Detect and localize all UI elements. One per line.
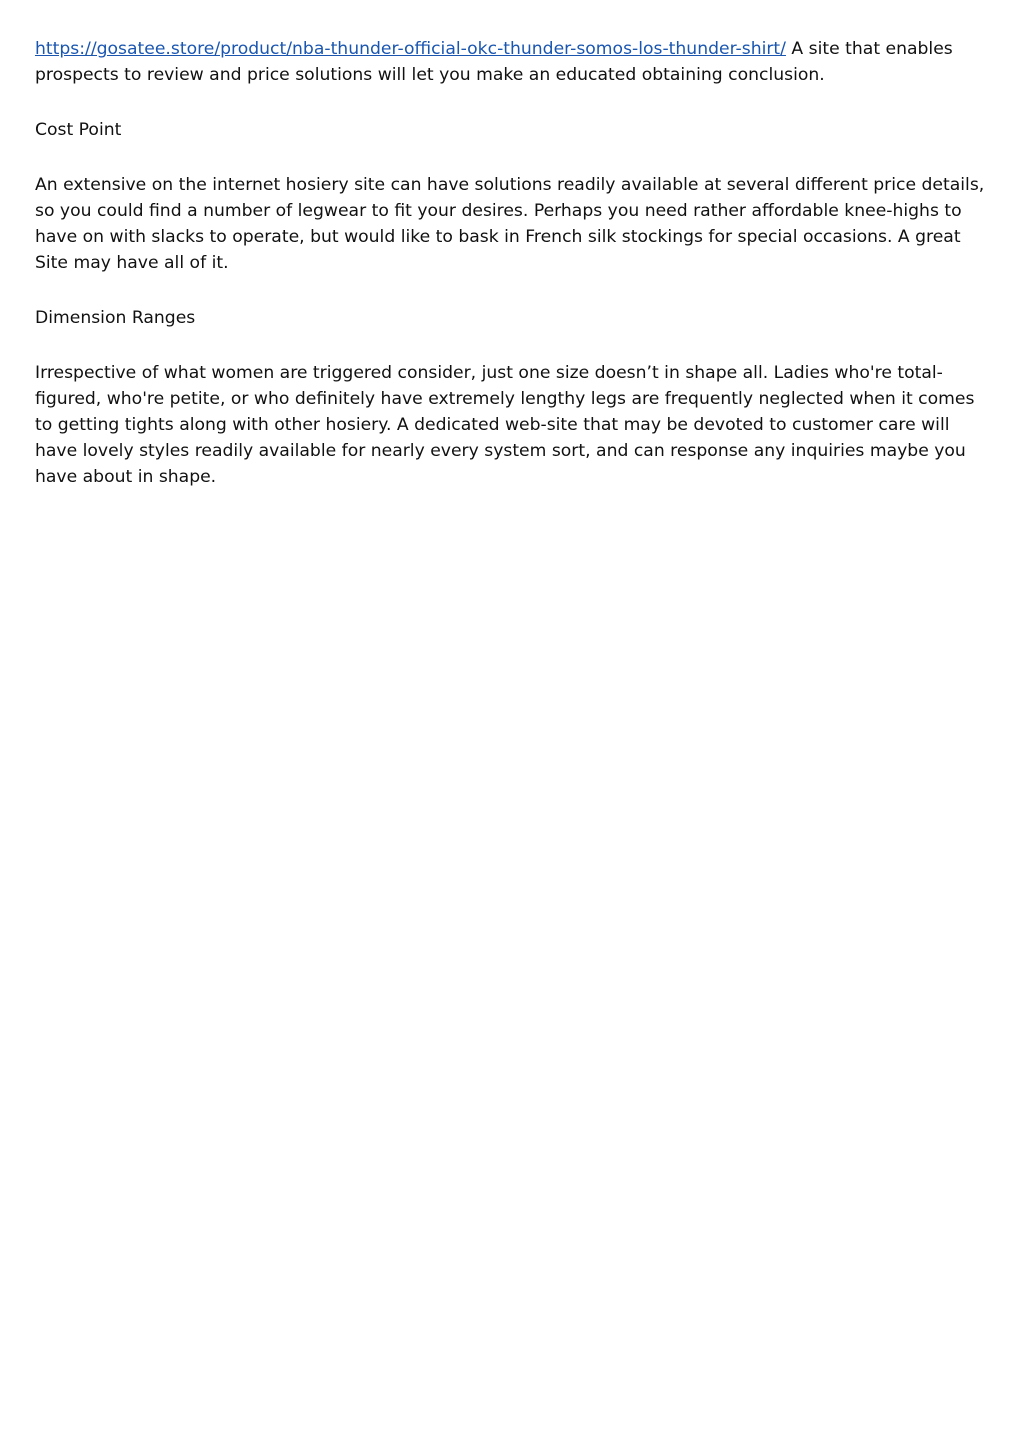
- section-body-dimension-ranges: Irrespective of what women are triggered consider, just one size doesn’t in shape all. Ladies who're total-figured, who're petite, or who definitely have extremely lengthy legs are frequently neglected when it comes to getting tights along with other hosiery. A dedicated web-site that may be devoted to customer care will have lovely styles readily available for nearly every system sort, and can response any inquiries maybe you have about in shape.: [35, 363, 975, 487]
- section-heading-dimension-ranges: Dimension Ranges: [35, 308, 196, 328]
- product-link[interactable]: https://gosatee.store/product/nba-thunder-official-okc-thunder-somos-los-thunder-shirt/: [35, 39, 786, 59]
- intro-paragraph: [35, 36, 995, 88]
- intro-text: A site that enables prospects to review and price solutions will let you make an educated obtaining conclusion.: [35, 39, 953, 85]
- document-page: [35, 36, 995, 519]
- section-body-cost-point: An extensive on the internet hosiery site can have solutions readily available at several different price details, so you could find a number of legwear to fit your desires. Perhaps you need rather affordable knee-highs to have on with slacks to operate, but would like to bask in French silk stockings for special occasions. A great Site may have all of it.: [35, 175, 985, 273]
- section-heading-cost-point: Cost Point: [35, 120, 122, 140]
